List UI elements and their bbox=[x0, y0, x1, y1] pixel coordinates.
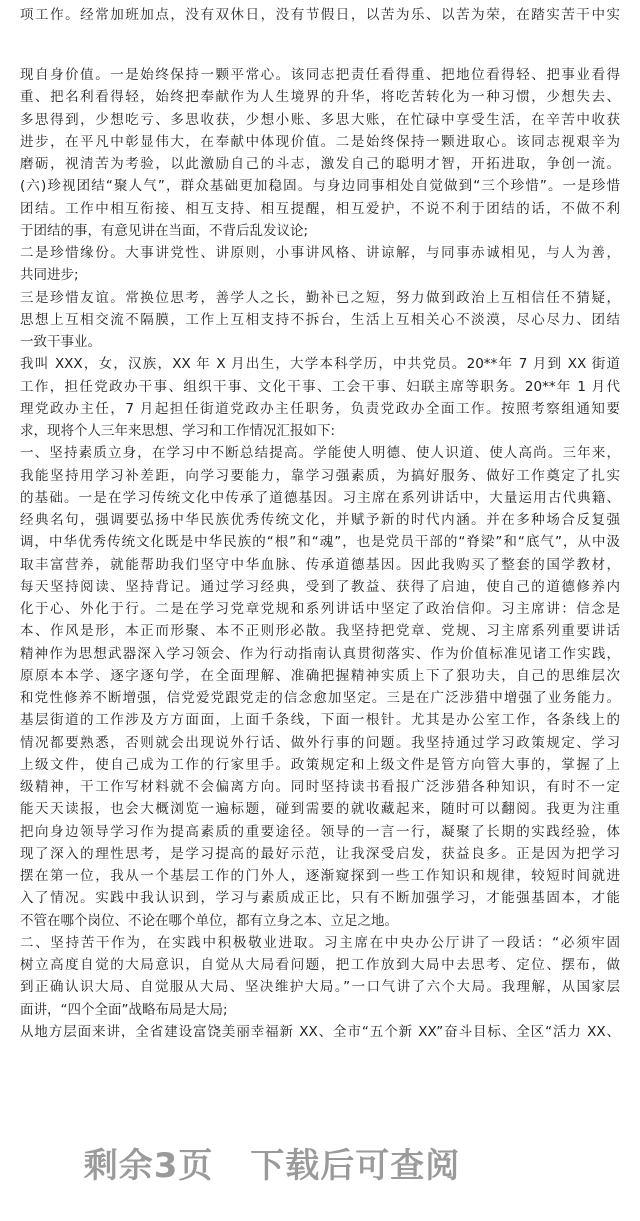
text-line: 重、把名利看得轻，始终把奉献作为人生境界的升华，将吃苦转化为一种习惯，少想失去、 bbox=[20, 89, 620, 106]
text-line: 思想上互相交流不隔膜，工作上互相支持不拆台，生活上互相关心不淡漠，尽心尽力、团结 bbox=[20, 311, 620, 328]
text-line: 入了情况。实践中我认识到，学习与素质成正比，只有不断加强学习，才能强基固本，才能 bbox=[20, 890, 620, 907]
text-line: 面讲，“四个全面”战略布局是大局; bbox=[20, 1001, 228, 1018]
text-line: 取丰富营养，就能帮助我们坚守中华血脉、传承道德基因。因此我购买了整套的国学教材， bbox=[20, 556, 620, 573]
text-line: 一致干事业。 bbox=[20, 334, 101, 350]
text-line: (六)珍视团结“聚人气”，群众基础更加稳固。与身边同事相处自觉做到“三个珍惜”。一是珍惜 bbox=[20, 178, 620, 195]
text-line: 现了深入的理性思考，是学习提高的最好示范，让我深受启发，获益良多。正是因为把学习 bbox=[20, 845, 620, 862]
text-line: 精神作为思想武器深入学习领会、作为行动指南认真贯彻落实、作为价值标准见诸工作实践， bbox=[20, 645, 620, 662]
text-line: 树立高度自觉的大局意识，自觉从大局看问题，把工作放到大局中去思考、定位、摆布，做 bbox=[20, 957, 620, 973]
text-line: 摆在第一位，我从一个基层工作的门外人，逐渐窥探到一些工作知识和规律，较短时间就进 bbox=[20, 868, 620, 884]
text-line: 我叫 XXX，女，汉族，XX 年 X 月出生，大学本科学历，中共党员。20**年 7 月到 XX 街道 bbox=[20, 356, 620, 373]
text-line: 的基础。一是在学习传统文化中传承了道德基因。习主席在系列讲话中，大量运用古代典籍、 bbox=[20, 489, 620, 506]
text-line: 于团结的事，有意见讲在当面，不背后乱发议论; bbox=[20, 222, 309, 239]
text-line: 现自身价值。一是始终保持一颗平常心。该同志把责任看得重、把地位看得轻、把事业看得 bbox=[20, 67, 620, 83]
download-to-view-label[interactable]: 下载后可查阅 bbox=[250, 1146, 461, 1186]
text-line: 原原本本学、逐字逐句学，在全面理解、准确把握精神实质上下了狠功夫，自己的思维层次 bbox=[20, 667, 620, 684]
text-line: 能天天读报，也会大概浏览一遍标题，碰到需要的就收藏起来，随时可以翻阅。我更为注重 bbox=[20, 801, 620, 818]
text-line: 二是珍惜缘份。大事讲党性、讲原则，小事讲风格、讲谅解，与同事赤诚相见，与人为善， bbox=[20, 245, 620, 261]
text-line: 理党政办主任，7 月起担任街道党政办主任职务，负责党政办全面工作。按照考察组通知要 bbox=[20, 400, 620, 417]
text-line: 从地方层面来讲，全省建设富饶美丽幸福新 XX、全市“五个新 XX”奋斗目标、全区“活力 XX、 bbox=[20, 1023, 620, 1040]
text-line: 调，中华优秀传统文化既是中华民族的“根”和“魂”，也是党员干部的“脊梁”和“底气”，从中汲 bbox=[20, 534, 620, 551]
remaining-pages-label: 剩余3页 bbox=[83, 1146, 214, 1186]
text-line: 到正确认识大局、自觉服从大局、坚决维护大局。”一口气讲了六个大局。我理解，从国家层 bbox=[20, 979, 620, 996]
text-line: 上级文件，使自己成为工作的行家里手。政策规定和上级文件是管方向管大事的，掌握了上 bbox=[20, 756, 620, 773]
text-line: 共同进步; bbox=[20, 267, 79, 284]
text-line: 每天坚持阅读、坚持背记。通过学习经典，受到了教益、获得了启迪，使自己的道德修养内 bbox=[20, 578, 620, 595]
text-line: 工作，担任党政办干事、组织干事、文化干事、工会干事、妇联主席等职务。20**年 1 月代 bbox=[20, 378, 620, 395]
text-line: 和党性修养不断增强，信党爱党跟党走的信念愈加坚定。三是在广泛涉猎中增强了业务能力。 bbox=[20, 690, 620, 706]
text-line: 求，现将个人三年来思想、学习和工作情况汇报如下: bbox=[20, 423, 336, 439]
text-line: 磨砺，视清苦为考验，以此激励自己的斗志，激发自己的聪明才智，开拓进取，争创一流。 bbox=[20, 156, 620, 172]
text-line: 本、作风是形，本正而形聚、本不正则形必散。我坚持把党章、党规、习主席系列重要讲话 bbox=[20, 623, 620, 640]
text-line: 项工作。经常加班加点，没有双休日，没有节假日，以苦为乐、以苦为荣，在踏实苦干中实 bbox=[20, 7, 620, 23]
text-line: 不管在哪个岗位、不论在哪个单位，都有立身之本、立足之地。 bbox=[20, 912, 398, 929]
text-line: 化于心、外化于行。二是在学习党章党规和系列讲话中坚定了政治信仰。习主席讲：信念是 bbox=[20, 601, 620, 617]
text-line: 团结。工作中相互衔接、相互支持、相互提醒，相互爱护，不说不利于团结的话，不做不利 bbox=[20, 200, 620, 217]
text-line: 一、坚持素质立身，在学习中不断总结提高。学能使人明德、使人识道、使人高尚。三年来， bbox=[20, 445, 620, 462]
text-line: 情况都要熟悉，否则就会出现说外行话、做外行事的问题。我坚持通过学习政策规定、学习 bbox=[20, 734, 620, 751]
text-line: 基层街道的工作涉及方方面面，上面千条线，下面一根针。尤其是办公室工作，各条线上的 bbox=[20, 712, 620, 729]
text-line: 把向身边领导学习作为提高素质的重要途径。领导的一言一行，凝聚了长期的实践经验，体 bbox=[20, 823, 620, 840]
text-line: 三是珍惜友谊。常换位思考，善学人之长，勤补已之短，努力做到政治上互相信任不猜疑， bbox=[20, 289, 620, 306]
download-to-read-more-banner[interactable] bbox=[0, 1138, 544, 1187]
text-line: 二、坚持苦干作为，在实践中积极敬业进取。习主席在中央办公厅讲了一段话：“必须牢固 bbox=[20, 934, 620, 951]
text-line: 经典名句，强调要弘扬中华民族优秀传统文化，并赋予新的时代内涵。并在多种场合反复强 bbox=[20, 512, 620, 528]
text-line: 多思得到，少想吃亏、多思收获，少想小账、多思大账，在忙碌中享受生活，在辛苦中收获 bbox=[20, 111, 620, 128]
text-line: 级精神，干工作写材料就不会偏离方向。同时坚持读书看报广泛涉猎各种知识，有时不一定 bbox=[20, 779, 620, 795]
text-line: 我能坚持用学习补差距，向学习要能力，靠学习强素质，为搞好服务、做好工作奠定了扎实 bbox=[20, 467, 620, 484]
text-line: 进步，在平凡中彰显伟大，在奉献中体现价值。二是始终保持一颗进取心。该同志视艰辛为 bbox=[20, 133, 620, 150]
